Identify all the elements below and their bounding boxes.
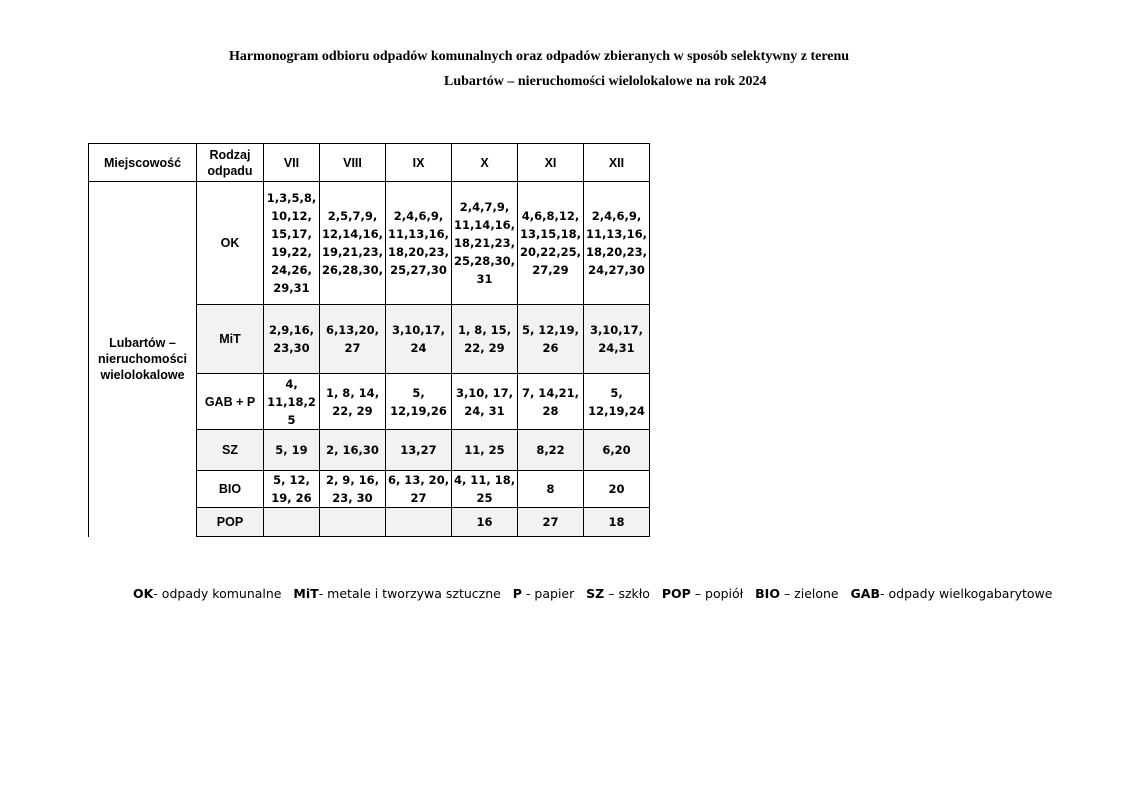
schedule-cell: 2,4,6,9, 11,13,16, 18,20,23, 25,27,30 xyxy=(386,182,452,305)
schedule-cell: 3,10,17, 24 xyxy=(386,305,452,374)
legend-text-pop: – popiół xyxy=(690,586,744,601)
schedule-cell: 5, 12,19, 26 xyxy=(518,305,584,374)
legend-abbr-ok: OK xyxy=(133,586,154,601)
legend-abbr-mit: MiT xyxy=(293,586,319,601)
place-cell: Lubartów – nieruchomości wielolokalowe xyxy=(89,182,197,537)
header-month-ix: IX xyxy=(386,144,452,182)
schedule-cell xyxy=(320,508,386,537)
header-month-vii: VII xyxy=(264,144,320,182)
legend-abbr-bio: BIO xyxy=(755,586,780,601)
schedule-cell: 6,20 xyxy=(584,430,650,471)
legend-abbr-p: P xyxy=(512,586,522,601)
legend-text-bio: – zielone xyxy=(779,586,839,601)
schedule-cell: 2,9,16, 23,30 xyxy=(264,305,320,374)
legend-abbr-pop: POP xyxy=(661,586,691,601)
schedule-cell: 5, 12,19,26 xyxy=(386,374,452,430)
schedule-cell: 2, 9, 16, 23, 30 xyxy=(320,471,386,508)
header-month-viii: VIII xyxy=(320,144,386,182)
legend-text-mit: - metale i tworzywa sztuczne xyxy=(318,586,501,601)
legend-text-sz: – szkło xyxy=(604,586,650,601)
schedule-table xyxy=(88,143,650,537)
schedule-cell: 8 xyxy=(518,471,584,508)
header-row xyxy=(89,144,650,182)
schedule-cell: 20 xyxy=(584,471,650,508)
schedule-cell: 7, 14,21, 28 xyxy=(518,374,584,430)
legend-text-ok: - odpady komunalne xyxy=(153,586,282,601)
waste-type-cell: MiT xyxy=(197,305,264,374)
schedule-cell: 6,13,20, 27 xyxy=(320,305,386,374)
header-month-xii: XII xyxy=(584,144,650,182)
schedule-cell: 3,10,17, 24,31 xyxy=(584,305,650,374)
schedule-cell: 27 xyxy=(518,508,584,537)
schedule-cell: 8,22 xyxy=(518,430,584,471)
schedule-cell: 1,3,5,8, 10,12, 15,17, 19,22, 24,26, 29,31 xyxy=(264,182,320,305)
header-miejscowosc: Miejscowość xyxy=(89,144,197,182)
schedule-cell: 4, 11, 18, 25 xyxy=(452,471,518,508)
schedule-cell: 2,5,7,9, 12,14,16, 19,21,23, 26,28,30, xyxy=(320,182,386,305)
table-row xyxy=(89,182,650,305)
schedule-cell: 11, 25 xyxy=(452,430,518,471)
schedule-cell: 3,10, 17, 24, 31 xyxy=(452,374,518,430)
schedule-cell: 2, 16,30 xyxy=(320,430,386,471)
schedule-cell: 4,6,8,12, 13,15,18, 20,22,25, 27,29 xyxy=(518,182,584,305)
schedule-cell: 13,27 xyxy=(386,430,452,471)
schedule-cell: 5, 12, 19, 26 xyxy=(264,471,320,508)
schedule-cell: 5, 19 xyxy=(264,430,320,471)
document-title-line1: Harmonogram odbioru odpadów komunalnych oraz odpadów zbieranych w sposób selektywny z terenu xyxy=(229,49,850,64)
legend-text-p: - papier xyxy=(521,586,575,601)
legend xyxy=(133,586,1052,601)
waste-type-cell: GAB + P xyxy=(197,374,264,430)
schedule-cell: 2,4,6,9, 11,13,16, 18,20,23, 24,27,30 xyxy=(584,182,650,305)
header-month-xi: XI xyxy=(518,144,584,182)
schedule-cell: 1, 8, 15, 22, 29 xyxy=(452,305,518,374)
schedule-cell: 2,4,7,9, 11,14,16, 18,21,23, 25,28,30, 31 xyxy=(452,182,518,305)
legend-text-gab: - odpady wielkogabarytowe xyxy=(880,586,1053,601)
header-month-x: X xyxy=(452,144,518,182)
legend-abbr-gab: GAB xyxy=(850,586,881,601)
schedule-cell: 1, 8, 14, 22, 29 xyxy=(320,374,386,430)
schedule-cell: 18 xyxy=(584,508,650,537)
waste-type-cell: SZ xyxy=(197,430,264,471)
schedule-cell: 6, 13, 20, 27 xyxy=(386,471,452,508)
schedule-cell: 16 xyxy=(452,508,518,537)
schedule-cell: 4, 11,18,2 5 xyxy=(264,374,320,430)
waste-type-cell: BIO xyxy=(197,471,264,508)
schedule-cell: 5, 12,19,24 xyxy=(584,374,650,430)
schedule-cell xyxy=(386,508,452,537)
waste-type-cell: POP xyxy=(197,508,264,537)
waste-type-cell: OK xyxy=(197,182,264,305)
schedule-cell xyxy=(264,508,320,537)
document-title-line2: Lubartów – nieruchomości wielolokalowe na rok 2024 xyxy=(444,74,767,89)
header-rodzaj-odpadu: Rodzaj odpadu xyxy=(197,144,264,182)
legend-abbr-sz: SZ xyxy=(586,586,605,601)
